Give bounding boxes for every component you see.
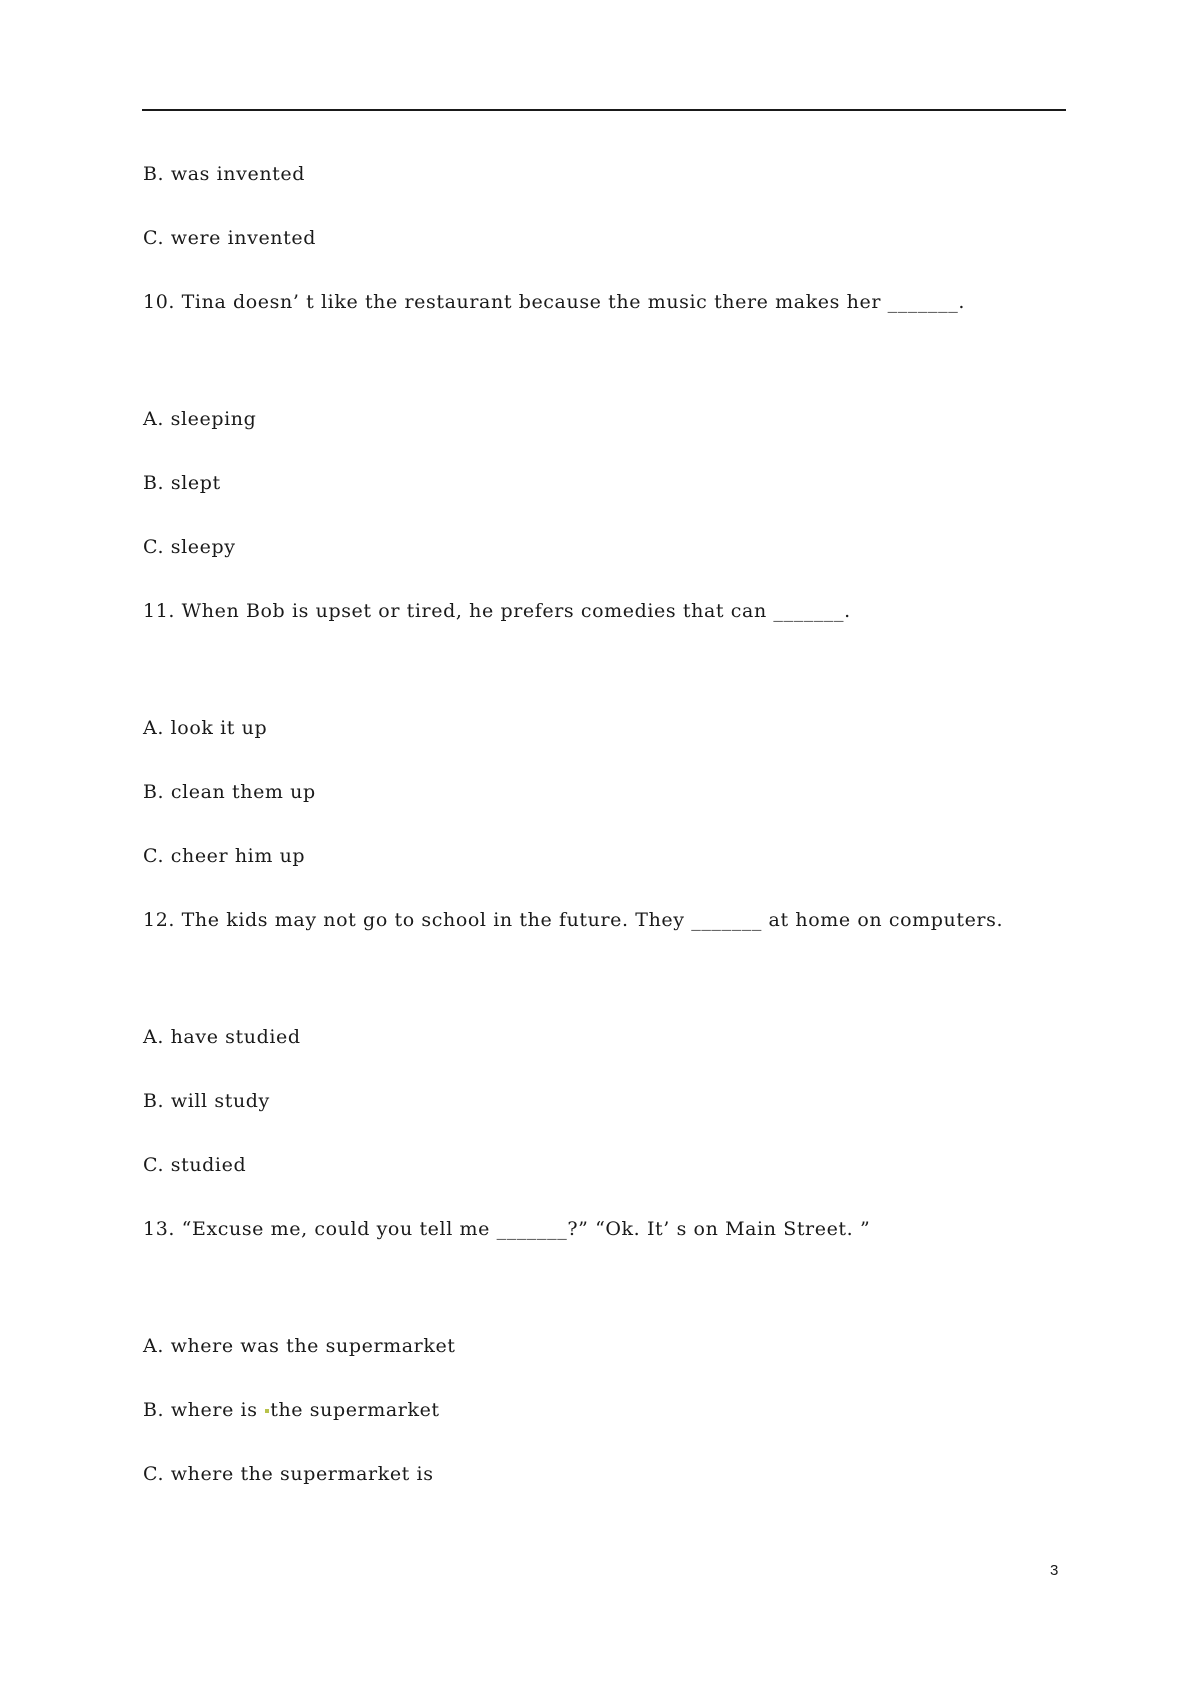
option-c-q12: C. studied [143,1154,247,1176]
page-number: 3 [1050,1562,1059,1579]
question-12: 12. The kids may not go to school in the future. They _______ at home on computers. [143,909,1004,931]
option-a-q11: A. look it up [143,717,268,739]
option-b-q13 [143,1398,440,1422]
question-11: 11. When Bob is upset or tired, he prefers comedies that can _______. [143,600,851,622]
option-a-q13: A. where was the supermarket [143,1335,456,1357]
option-b-q13-part1: B. where is [143,1399,265,1421]
option-b-q9: B. was invented [143,163,305,185]
option-b-q11: B. clean them up [143,781,316,803]
option-b-q13-part2: the supermarket [270,1399,440,1421]
question-13: 13. “Excuse me, could you tell me _______?” “Ok. It’ s on Main Street. ” [143,1218,871,1240]
stray-mark [265,1409,269,1413]
option-c-q13: C. where the supermarket is [143,1463,434,1485]
option-a-q10: A. sleeping [143,408,257,430]
option-c-q9: C. were invented [143,227,316,249]
question-10: 10. Tina doesn’ t like the restaurant because the music there makes her _______. [143,291,965,313]
option-b-q12: B. will study [143,1090,270,1112]
option-a-q12: A. have studied [143,1026,301,1048]
option-b-q10: B. slept [143,472,221,494]
option-c-q10: C. sleepy [143,536,236,558]
option-c-q11: C. cheer him up [143,845,306,867]
header-rule [142,109,1066,111]
